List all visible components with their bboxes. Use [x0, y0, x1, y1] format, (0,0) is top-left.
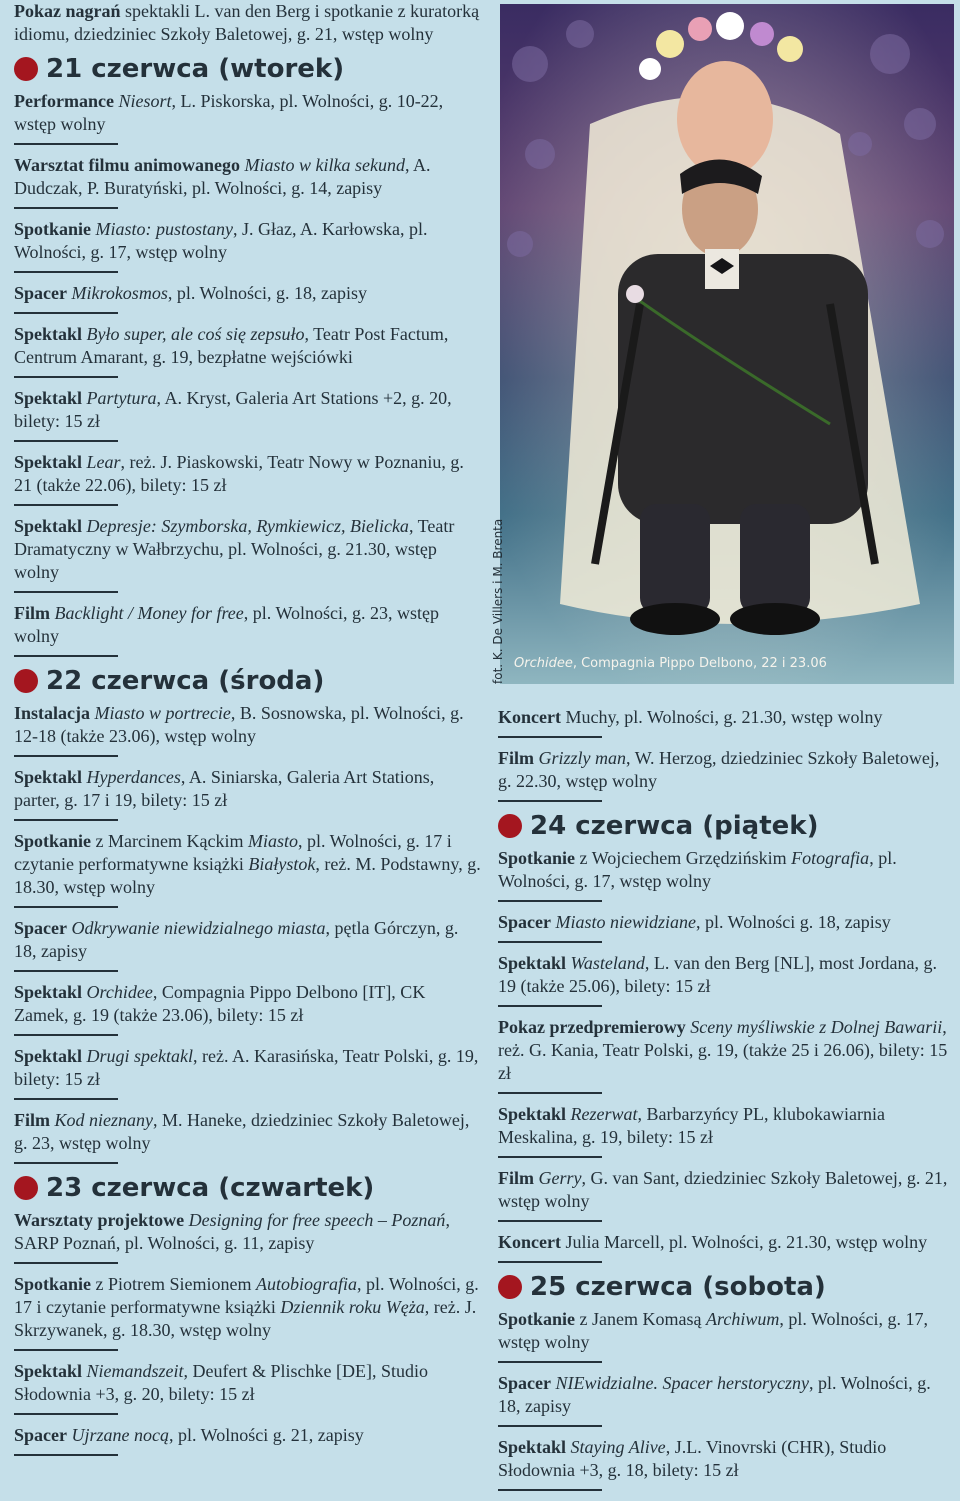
- event-details: , pl. Wolności, g. 17, wstęp wolny: [498, 1309, 929, 1352]
- intro-event: [14, 0, 484, 46]
- event-details: z Wojciechem Grzędzińskim: [575, 848, 792, 868]
- event-details: , pl. Wolności g. 21, zapisy: [169, 1425, 364, 1445]
- divider-rule: [498, 1092, 602, 1094]
- divider-rule: [14, 655, 118, 657]
- divider-rule: [498, 1005, 602, 1007]
- event-title: Sceny myśliwskie z Dolnej Bawarii: [690, 1017, 943, 1037]
- event-type: Spotkanie: [14, 831, 92, 851]
- divider-rule: [14, 312, 118, 314]
- event-item: [14, 830, 484, 899]
- event-type: Spektakl: [14, 324, 83, 344]
- event-title: Białystok: [248, 854, 316, 874]
- event-item: [14, 90, 484, 136]
- event-title: Dziennik roku Węża: [280, 1297, 425, 1317]
- event-details: , Deufert & Plischke [DE], Studio Słodownia +3, g. 20, bilety: 15 zł: [14, 1361, 428, 1404]
- event-details: , A. Siniarska, Galeria Art Stations, parter, g. 17 i 19, bilety: 15 zł: [14, 767, 435, 810]
- event-title: Archiwum: [706, 1309, 780, 1329]
- event-title: Staying Alive: [570, 1437, 666, 1457]
- event-type: Spotkanie: [498, 1309, 576, 1329]
- day-heading: [14, 54, 484, 84]
- event-item: [14, 1360, 484, 1406]
- event-title: Miasto niewidziane: [555, 912, 696, 932]
- event-type: Spotkanie: [14, 219, 92, 239]
- event-details: , G. van Sant, dziedziniec Szkoły Baletowej, g. 21, wstęp wolny: [498, 1168, 948, 1211]
- event-type: Spotkanie: [498, 848, 576, 868]
- event-type: Pokaz przedpremierowy: [498, 1017, 686, 1037]
- event-details: , L. van den Berg [NL], most Jordana, g. 19 (także 25.06), bilety: 15 zł: [498, 953, 937, 996]
- divider-rule: [498, 1361, 602, 1363]
- event-item: [498, 911, 948, 934]
- right-pre-events: [498, 706, 948, 802]
- divider-rule: [498, 1425, 602, 1427]
- event-details: , pl. Wolności, g. 18, zapisy: [167, 283, 368, 303]
- event-type: Spektakl: [14, 1361, 83, 1381]
- day-heading: [498, 1272, 948, 1302]
- event-item: [14, 154, 484, 200]
- intro-event-type: Pokaz nagrań: [14, 1, 121, 21]
- event-type: Spacer: [14, 283, 67, 303]
- event-title: Miasto w kilka sekund: [244, 155, 405, 175]
- event-type: Spacer: [498, 912, 551, 932]
- event-details: , reż. J. Piaskowski, Teatr Nowy w Poznaniu, g. 21 (także 22.06), bilety: 15 zł: [14, 452, 464, 495]
- event-item: [498, 1372, 948, 1418]
- photo-caption-title: Orchidee: [514, 656, 573, 671]
- event-title: Gerry: [538, 1168, 582, 1188]
- event-title: Niesort: [118, 91, 172, 111]
- event-details: , Compagnia Pippo Delbono [IT], CK Zamek, g. 19 (także 23.06), bilety: 15 zł: [14, 982, 426, 1025]
- event-title: Grizzly man: [538, 748, 627, 768]
- divider-rule: [498, 1261, 602, 1263]
- event-type: Spektakl: [14, 1046, 83, 1066]
- day-heading: [14, 1173, 484, 1203]
- event-details: , J.L. Vinovrski (CHR), Studio Słodownia +3, g. 18, bilety: 15 zł: [498, 1437, 887, 1480]
- event-item: [498, 747, 948, 793]
- divider-rule: [14, 906, 118, 908]
- divider-rule: [14, 755, 118, 757]
- event-title: Drugi spektakl: [86, 1046, 194, 1066]
- divider-rule: [498, 900, 602, 902]
- divider-rule: [14, 440, 118, 442]
- event-item: [498, 1167, 948, 1213]
- event-item: [14, 702, 484, 748]
- event-details: , SARP Poznań, pl. Wolności, g. 11, zapisy: [14, 1210, 450, 1253]
- divider-rule: [14, 1349, 118, 1351]
- event-details: , J. Głaz, A. Karłowska, pl. Wolności, g. 17, wstęp wolny: [14, 219, 428, 262]
- event-title: Miasto w portrecie: [94, 703, 231, 723]
- performance-photo: [500, 4, 954, 684]
- day-title: 23 czerwca (czwartek): [46, 1173, 375, 1203]
- event-details: , A. Dudczak, P. Buratyński, pl. Wolności, g. 14, zapisy: [14, 155, 431, 198]
- event-item: [14, 451, 484, 497]
- event-details: , pl. Wolności g. 18, zapisy: [696, 912, 891, 932]
- left-days: [14, 54, 484, 1456]
- divider-rule: [498, 736, 602, 738]
- event-title: Wasteland: [570, 953, 645, 973]
- day-heading: [14, 666, 484, 696]
- event-details: , pl. Wolności, g. 17 i czytanie performatywne książki: [14, 831, 452, 874]
- divider-rule: [14, 1034, 118, 1036]
- event-item: [14, 1273, 484, 1342]
- event-title: Odkrywanie niewidzialnego miasta: [71, 918, 326, 938]
- event-details: z Piotrem Siemionem: [91, 1274, 257, 1294]
- divider-rule: [498, 1156, 602, 1158]
- event-item: [14, 282, 484, 305]
- event-type: Warsztaty projektowe: [14, 1210, 185, 1230]
- divider-rule: [14, 1413, 118, 1415]
- event-details: , reż. M. Podstawny, g. 18.30, wstęp wolny: [14, 854, 481, 897]
- event-item: [14, 766, 484, 812]
- divider-rule: [498, 941, 602, 943]
- event-details: , pętla Górczyn, g. 18, zapisy: [14, 918, 459, 961]
- event-item: [498, 952, 948, 998]
- event-item: [498, 1436, 948, 1482]
- event-details: z Marcinem Kąckim: [91, 831, 248, 851]
- event-details: , reż. J. Skrzywanek, g. 18.30, wstęp wolny: [14, 1297, 477, 1340]
- event-type: Spektakl: [498, 1437, 567, 1457]
- divider-rule: [14, 504, 118, 506]
- divider-rule: [14, 970, 118, 972]
- event-title: NIEwidzialne. Spacer herstoryczny: [555, 1373, 809, 1393]
- event-details: , Teatr Dramatyczny w Wałbrzychu, pl. Wolności, g. 21.30, wstęp wolny: [14, 516, 455, 582]
- event-item: [14, 218, 484, 264]
- event-type: Koncert: [498, 707, 561, 727]
- event-type: Koncert: [498, 1232, 561, 1252]
- event-item: [14, 981, 484, 1027]
- photo-credit: fot. K. De Villers i M. Brenta: [491, 518, 505, 684]
- event-title: Niemandszeit: [86, 1361, 184, 1381]
- event-title: Depresje: Szymborska, Rymkiewicz, Bielicka: [86, 516, 409, 536]
- divider-rule: [14, 143, 118, 145]
- intro-event-details: spektakli L. van den Berg i spotkanie z kuratorką idiomu, dziedziniec Szkoły Baletowej, g. 21, wstęp wolny: [14, 1, 480, 44]
- event-title: Lear: [86, 452, 121, 472]
- event-type: Film: [14, 1110, 50, 1130]
- right-column: [498, 706, 948, 1500]
- divider-rule: [14, 1162, 118, 1164]
- event-type: Spektakl: [498, 953, 567, 973]
- event-type: Spacer: [14, 918, 67, 938]
- divider-rule: [14, 1262, 118, 1264]
- event-details: , reż. G. Kania, Teatr Polski, g. 19, (także 25 i 26.06), bilety: 15 zł: [498, 1017, 948, 1083]
- divider-rule: [14, 1098, 118, 1100]
- photo-illustration: [500, 4, 954, 684]
- event-item: [498, 1308, 948, 1354]
- event-title: Było super, ale coś się zepsuło: [86, 324, 305, 344]
- left-column: [14, 0, 484, 1465]
- event-type: Instalacja: [14, 703, 90, 723]
- event-details: , Teatr Post Factum, Centrum Amarant, g. 19, bezpłatne wejściówki: [14, 324, 449, 367]
- event-type: Film: [498, 1168, 534, 1188]
- divider-rule: [14, 1454, 118, 1456]
- event-title: Ujrzane nocą: [71, 1425, 169, 1445]
- event-title: Backlight / Money for free: [54, 603, 244, 623]
- event-title: Fotografia: [791, 848, 870, 868]
- divider-rule: [14, 376, 118, 378]
- event-details: Muchy, pl. Wolności, g. 21.30, wstęp wolny: [560, 707, 883, 727]
- divider-rule: [498, 1489, 602, 1491]
- event-type: Spacer: [498, 1373, 551, 1393]
- event-title: Partytura: [86, 388, 157, 408]
- event-details: , A. Kryst, Galeria Art Stations +2, g. 20, bilety: 15 zł: [14, 388, 452, 431]
- bullet-dot-icon: [498, 1275, 522, 1299]
- photo-caption-rest: , Compagnia Pippo Delbono, 22 i 23.06: [572, 656, 827, 671]
- bullet-dot-icon: [498, 814, 522, 838]
- event-type: Spotkanie: [14, 1274, 92, 1294]
- event-details: , B. Sosnowska, pl. Wolności, g. 12-18 (także 23.06), wstęp wolny: [14, 703, 464, 746]
- event-title: Kod nieznany: [54, 1110, 153, 1130]
- event-title: Hyperdances: [86, 767, 181, 787]
- event-title: Orchidee: [86, 982, 153, 1002]
- event-item: [14, 1209, 484, 1255]
- bullet-dot-icon: [14, 669, 38, 693]
- event-item: [498, 706, 948, 729]
- day-title: 21 czerwca (wtorek): [46, 54, 345, 84]
- event-type: Spektakl: [14, 388, 83, 408]
- day-title: 22 czerwca (środa): [46, 666, 325, 696]
- event-item: [498, 1103, 948, 1149]
- event-details: , pl. Wolności, g. 17, wstęp wolny: [498, 848, 897, 891]
- event-type: Spacer: [14, 1425, 67, 1445]
- divider-rule: [14, 591, 118, 593]
- bullet-dot-icon: [14, 57, 38, 81]
- day-heading: [498, 811, 948, 841]
- event-type: Spektakl: [14, 452, 83, 472]
- divider-rule: [498, 1220, 602, 1222]
- event-details: , pl. Wolności, g. 23, wstęp wolny: [14, 603, 439, 646]
- day-title: 25 czerwca (sobota): [530, 1272, 826, 1302]
- event-details: , reż. A. Karasińska, Teatr Polski, g. 19, bilety: 15 zł: [14, 1046, 479, 1089]
- event-title: Autobiografia: [256, 1274, 358, 1294]
- photo-caption: [514, 656, 827, 671]
- divider-rule: [14, 271, 118, 273]
- event-type: Warsztat filmu animowanego: [14, 155, 240, 175]
- event-details: , Barbarzyńcy PL, klubokawiarnia Meskalina, g. 19, bilety: 15 zł: [498, 1104, 885, 1147]
- event-type: Spektakl: [14, 516, 83, 536]
- event-title: Miasto: pustostany: [95, 219, 234, 239]
- event-details: Julia Marcell, pl. Wolności, g. 21.30, wstęp wolny: [560, 1232, 928, 1252]
- event-item: [498, 1231, 948, 1254]
- right-days: [498, 811, 948, 1491]
- bullet-dot-icon: [14, 1176, 38, 1200]
- event-item: [14, 602, 484, 648]
- event-details: , W. Herzog, dziedziniec Szkoły Baletowej, g. 22.30, wstęp wolny: [498, 748, 940, 791]
- event-title: Rezerwat: [570, 1104, 638, 1124]
- event-type: Spektakl: [14, 767, 83, 787]
- event-item: [14, 323, 484, 369]
- day-title: 24 czerwca (piątek): [530, 811, 819, 841]
- event-type: Spektakl: [14, 982, 83, 1002]
- event-type: Spektakl: [498, 1104, 567, 1124]
- event-item: [14, 1045, 484, 1091]
- event-details: , pl. Wolności, g. 18, zapisy: [498, 1373, 931, 1416]
- event-item: [14, 387, 484, 433]
- event-item: [14, 1109, 484, 1155]
- event-title: Designing for free speech – Poznań: [188, 1210, 446, 1230]
- event-type: Performance: [14, 91, 114, 111]
- event-title: Mikrokosmos: [71, 283, 168, 303]
- event-item: [498, 847, 948, 893]
- event-type: Film: [498, 748, 534, 768]
- event-item: [14, 515, 484, 584]
- event-details: , L. Piskorska, pl. Wolności, g. 10-22, wstęp wolny: [14, 91, 444, 134]
- event-details: z Janem Komasą: [575, 1309, 706, 1329]
- event-item: [14, 917, 484, 963]
- event-details: , M. Haneke, dziedziniec Szkoły Baletowej, g. 23, wstęp wolny: [14, 1110, 470, 1153]
- divider-rule: [14, 207, 118, 209]
- event-details: , pl. Wolności, g. 17 i czytanie performatywne książki: [14, 1274, 479, 1317]
- divider-rule: [498, 800, 602, 802]
- event-title: Miasto: [247, 831, 298, 851]
- divider-rule: [14, 819, 118, 821]
- event-item: [498, 1016, 948, 1085]
- event-type: Film: [14, 603, 50, 623]
- event-item: [14, 1424, 484, 1447]
